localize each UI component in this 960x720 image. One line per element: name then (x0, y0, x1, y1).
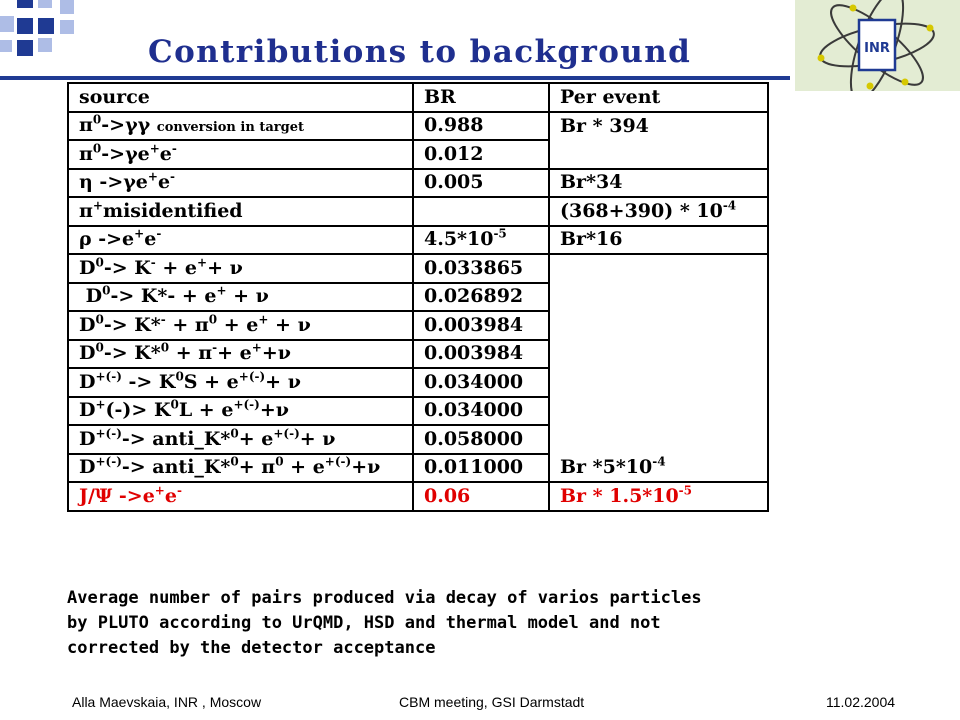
atom-logo-icon (795, 0, 960, 91)
source-cell: $D^0-> K*^- + \pi^0 + e^+ + \nu$ (68, 311, 413, 340)
table-row (68, 340, 768, 369)
per-event-cell: Br*16 (549, 226, 768, 255)
br-cell: 0.034000 (413, 368, 549, 397)
table-row (68, 112, 768, 141)
per-event-value: Br * 1.5*10 (560, 484, 679, 507)
table-row (68, 425, 768, 454)
decor-square (38, 18, 54, 34)
per-event-cell (549, 140, 768, 169)
source-cell: $D^0-> K*- + e^+ + \nu$ (68, 283, 413, 312)
br-cell: 0.988 (413, 112, 549, 141)
table-row (68, 169, 768, 198)
footer-author: Alla Maevskaia, INR , Moscow (72, 694, 262, 710)
decor-square (17, 40, 33, 56)
per-event-cell (549, 454, 768, 483)
exponent: -5 (678, 483, 693, 498)
caption-line: Average number of pairs produced via decay of varios particles (67, 588, 702, 608)
logo-text: INR (864, 41, 890, 56)
table-row (68, 226, 768, 255)
table-row (68, 368, 768, 397)
per-event-cell: Br * 394 (549, 112, 768, 141)
decor-square (38, 38, 52, 52)
header-source: source (68, 83, 413, 112)
table-row (68, 397, 768, 426)
caption-line: corrected by the detector acceptance (67, 638, 436, 658)
per-event-cell (549, 254, 768, 283)
decor-square (60, 20, 74, 34)
br-cell: 0.026892 (413, 283, 549, 312)
table-row (68, 283, 768, 312)
per-event-cell (549, 482, 768, 511)
decor-square (60, 0, 74, 14)
source-cell: $\pi^0->\gamma e^+e^-$ (68, 140, 413, 169)
header-br: BR (413, 83, 549, 112)
per-event-cell (549, 425, 768, 454)
title-rule (0, 76, 790, 80)
source-cell: $D^+(-)> K^0L + e^{+(-)}+\nu$ (68, 397, 413, 426)
per-event-value: Br *5*10 (560, 455, 653, 478)
caption (67, 586, 702, 661)
source-cell: J/Ψ ->e+e- (68, 482, 413, 511)
exponent: -4 (722, 198, 737, 213)
br-cell: 0.003984 (413, 311, 549, 340)
br-cell: 0.011000 (413, 454, 549, 483)
footer-date: 11.02.2004 (826, 694, 896, 710)
decor-square (0, 16, 14, 32)
decor-square (17, 0, 33, 8)
footer-meeting: CBM meeting, GSI Darmstadt (399, 694, 585, 710)
source-cell: $D^0-> K^- + e^++ \nu$ (68, 254, 413, 283)
source-cell: π+misidentified (68, 197, 413, 226)
table-header-row (68, 83, 768, 112)
decor-square (0, 40, 12, 52)
source-cell: η ->γe+e- (68, 169, 413, 198)
caption-line: by PLUTO according to UrQMD, HSD and thermal model and not (67, 613, 661, 633)
per-event-cell (549, 283, 768, 312)
table-row (68, 311, 768, 340)
table-row (68, 254, 768, 283)
br-cell: 0.012 (413, 140, 549, 169)
source-cell: $D^{+(-)} -> K^0S + e^{+(-)}+ \nu$ (68, 368, 413, 397)
table-row (68, 197, 768, 226)
decor-square (17, 18, 33, 34)
table-row-highlight (68, 482, 768, 511)
header-per-event: Per event (549, 83, 768, 112)
slide-title: Contributions to background (148, 34, 692, 70)
source-cell: $\pi^0->\gamma\gamma$ conversion in target (68, 112, 413, 141)
per-event-cell (549, 197, 768, 226)
br-cell (413, 197, 549, 226)
exponent: -5 (493, 226, 507, 241)
per-event-cell: Br*34 (549, 169, 768, 198)
br-cell: 0.005 (413, 169, 549, 198)
source-cell: D+(-)-> anti_K*$^0$+ e+(-)+ ν (68, 425, 413, 454)
background-table (67, 82, 769, 512)
br-cell (413, 226, 549, 255)
source-cell: D+(-)-> anti_K*$^0$+ $\pi^0 + e^{+(-)}+\nu$ (68, 454, 413, 483)
br-cell: 0.058000 (413, 425, 549, 454)
br-value: 4.5*10 (424, 228, 494, 251)
br-cell: 0.033865 (413, 254, 549, 283)
exponent: -4 (652, 454, 666, 469)
per-event-value: (368+390) * 10 (560, 199, 723, 222)
source-cell: $D^0-> K*^0 + \pi^-+ e^++\nu$ (68, 340, 413, 369)
per-event-cell (549, 340, 768, 369)
per-event-cell (549, 311, 768, 340)
br-cell: 0.06 (413, 482, 549, 511)
br-cell: 0.034000 (413, 397, 549, 426)
inr-logo (795, 0, 960, 91)
table-row (68, 140, 768, 169)
per-event-cell (549, 397, 768, 426)
table-row (68, 454, 768, 483)
br-cell: 0.003984 (413, 340, 549, 369)
per-event-cell (549, 368, 768, 397)
source-cell: ρ ->e+e- (68, 226, 413, 255)
decor-square (38, 0, 52, 8)
